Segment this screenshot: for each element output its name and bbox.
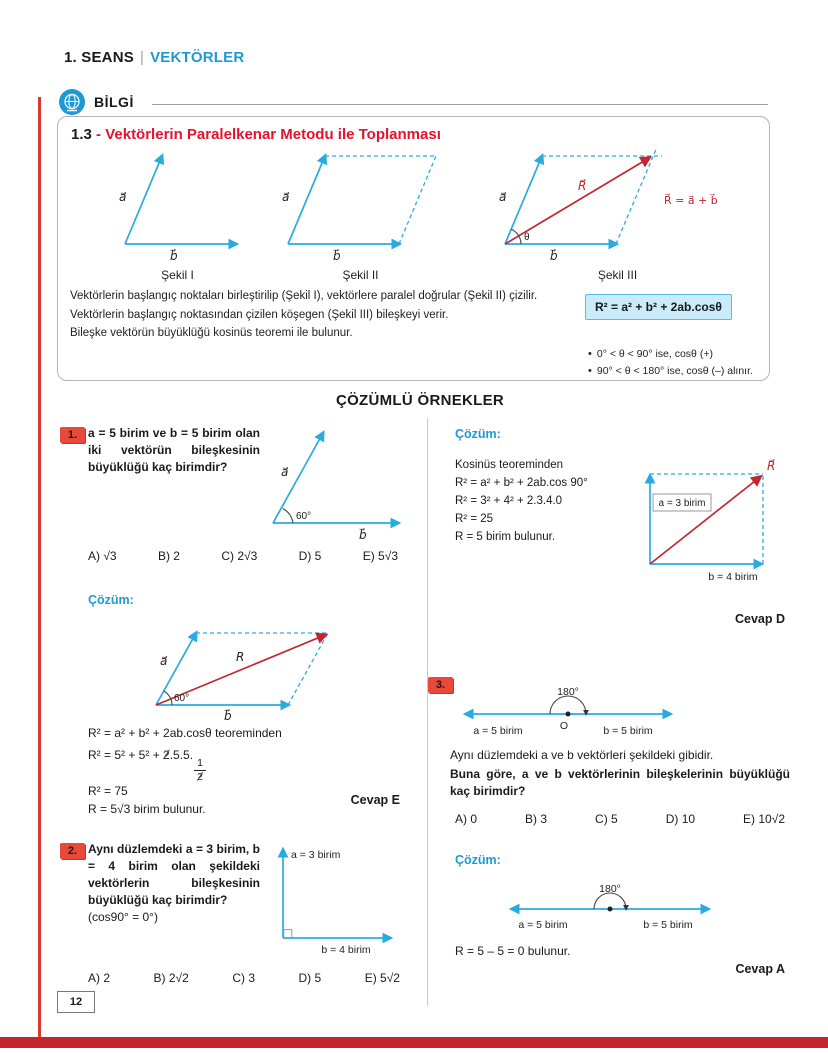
figure-sekil-2 bbox=[273, 144, 448, 282]
question-3-options bbox=[455, 812, 785, 826]
question-2-canvas bbox=[258, 836, 398, 958]
cosine-formula-box: R² = a² + b² + 2ab.cosθ bbox=[585, 294, 732, 320]
question-3-figure bbox=[450, 684, 685, 742]
vector-a-annotation: a = 5 birim bbox=[518, 919, 568, 931]
solution-line: R² = a² + b² + 2ab.cosθ teoreminden bbox=[88, 726, 282, 740]
column-divider bbox=[427, 418, 428, 1006]
answer-2: Cevap D bbox=[734, 612, 785, 626]
vector-a-label: a⃗ bbox=[499, 190, 507, 204]
resultant-label: R⃗ bbox=[578, 179, 587, 193]
figure-caption: Şekil III bbox=[597, 268, 638, 282]
sekil-1-canvas bbox=[110, 144, 245, 266]
angle-arc bbox=[283, 509, 293, 524]
question-2-number: 2. bbox=[60, 843, 85, 859]
paragraph-line: Bileşke vektörün büyüklüğü kosinüs teoremi ile bulunur. bbox=[70, 327, 353, 339]
angle-label: 180° bbox=[599, 883, 621, 895]
figure-sekil-3 bbox=[490, 144, 745, 282]
solution-3-line: R = 5 – 5 = 0 bulunur. bbox=[455, 944, 571, 958]
option-b: B) 2√2 bbox=[153, 971, 189, 985]
vector-b-annotation: b = 5 birim bbox=[603, 725, 653, 737]
resultant-equation: R⃗ = a⃗ + b⃗ bbox=[664, 194, 718, 207]
solution-3-canvas bbox=[498, 882, 723, 934]
section-number: 1.3 bbox=[71, 126, 92, 143]
solution-line: R² = 3² + 4² + 2.3.4.0 bbox=[455, 495, 563, 507]
vector-a-arrow bbox=[125, 156, 162, 244]
question-2-note: (cos90° = 0°) bbox=[88, 910, 158, 924]
option-a: A) 2 bbox=[88, 971, 111, 985]
vector-b-annotation: b = 4 birim bbox=[321, 944, 371, 956]
answer-1: Cevap E bbox=[350, 793, 400, 807]
section-title bbox=[71, 126, 441, 143]
option-a: A) 0 bbox=[455, 812, 478, 826]
vector-b-annotation: b = 4 birim bbox=[708, 571, 758, 583]
vector-a-annotation: a = 3 birim bbox=[291, 849, 341, 861]
vector-a-annotation: a = 5 birim bbox=[473, 725, 523, 737]
solution-2-figure bbox=[615, 452, 795, 592]
option-c: C) 5 bbox=[595, 812, 618, 826]
vector-a-label: a⃗ bbox=[160, 654, 168, 668]
vector-a-arrow bbox=[288, 156, 325, 244]
option-a: A) √3 bbox=[88, 549, 117, 563]
solution-line: R² = 75 bbox=[88, 784, 128, 798]
vector-a-label: a⃗ bbox=[119, 190, 127, 204]
solution-line: Kosinüs teoreminden bbox=[455, 459, 564, 471]
bilgi-box bbox=[57, 116, 770, 381]
bilgi-label: BİLGİ bbox=[94, 94, 134, 110]
sekil-3-canvas bbox=[490, 144, 745, 266]
page-number bbox=[57, 991, 95, 1013]
origin-dot bbox=[608, 907, 613, 912]
section-title-text: Vektörlerin Paralelkenar Metodu ile Toplanması bbox=[105, 126, 441, 143]
session-label: 1. SEANS bbox=[64, 49, 134, 66]
bottom-red-bar bbox=[0, 1037, 828, 1048]
question-1-number: 1. bbox=[60, 427, 85, 443]
vector-a-label: a⃗ bbox=[282, 190, 290, 204]
solution-line: R² = a² + b² + 2ab.cos 90° bbox=[455, 477, 588, 489]
right-angle-marker bbox=[284, 930, 292, 938]
vector-b-label: b⃗ bbox=[170, 249, 178, 263]
vector-b-label: b⃗ bbox=[224, 709, 232, 723]
question-2-figure bbox=[258, 836, 398, 958]
bullet-item: • 0° < θ < 90° ise, cosθ (+) bbox=[588, 346, 778, 363]
solution-line: R² = 25 bbox=[455, 513, 494, 525]
answer-3: Cevap A bbox=[735, 962, 785, 976]
angle-label: 60° bbox=[296, 511, 312, 522]
solution-3-figure bbox=[498, 882, 723, 934]
angle-label: 60° bbox=[174, 693, 190, 704]
page-number-text: 12 bbox=[69, 996, 83, 1008]
construction-dash-right bbox=[399, 156, 436, 244]
figure-sekil-1 bbox=[110, 144, 245, 282]
bilgi-globe-icon bbox=[58, 88, 86, 116]
question-1-figure bbox=[255, 418, 405, 544]
page-header bbox=[64, 49, 244, 66]
angle-label: 180° bbox=[557, 686, 579, 698]
solution-1-label: Çözüm: bbox=[88, 593, 134, 607]
solution-1-figure bbox=[138, 607, 353, 725]
option-d: D) 10 bbox=[665, 812, 696, 826]
bilgi-paragraph bbox=[70, 287, 582, 343]
resultant-arrow bbox=[650, 477, 760, 564]
question-3-canvas bbox=[450, 684, 685, 742]
solution-line: R = 5√3 birim bulunur. bbox=[88, 802, 206, 816]
fraction-denominator-cancelled: 2 bbox=[197, 770, 203, 783]
question-2-text bbox=[88, 841, 260, 926]
option-c: C) 2√3 bbox=[221, 549, 258, 563]
vector-b-annotation: b = 5 birim bbox=[643, 919, 693, 931]
figure-caption: Şekil II bbox=[342, 268, 379, 282]
topic-label: VEKTÖRLER bbox=[150, 49, 245, 66]
header-separator: | bbox=[139, 49, 145, 66]
option-d: D) 5 bbox=[298, 971, 322, 985]
construction-dash-right bbox=[616, 147, 657, 244]
vector-b-label: b⃗ bbox=[359, 528, 367, 542]
resultant-label: R⃗ bbox=[767, 459, 776, 473]
question-1-text: a = 5 birim ve b = 5 birim olan iki vektörün bileşkesinin büyüklüğü kaç birimdir? bbox=[88, 426, 260, 474]
question-3-text: Buna göre, a ve b vektörlerinin bileşkelerinin büyüklüğü kaç birimdir? bbox=[450, 767, 790, 798]
figure-caption: Şekil I bbox=[161, 268, 194, 282]
option-e: E) 10√2 bbox=[743, 812, 785, 826]
vector-a-label: a⃗ bbox=[281, 465, 289, 479]
bilgi-header-rule bbox=[152, 104, 768, 105]
fraction-numerator: 1 bbox=[194, 758, 206, 771]
math-text: .5.5. bbox=[169, 748, 194, 762]
question-2-statement: Aynı düzlemdeki a = 3 birim, b = 4 birim olan şekildeki vektörlerin bileşkesinin büyüklüğü kaç birimdir? bbox=[88, 842, 260, 907]
cos-sign-notes bbox=[588, 346, 778, 380]
construction-dash-right bbox=[288, 633, 328, 705]
vector-a-annotation: a = 3 birim bbox=[658, 498, 706, 509]
question-2-options bbox=[88, 971, 400, 985]
origin-label: O bbox=[559, 720, 569, 732]
question-1-options bbox=[88, 549, 398, 563]
vector-a-arrow bbox=[505, 156, 542, 244]
theta-label: θ bbox=[524, 232, 530, 243]
paragraph-line: Vektörlerin başlangıç noktaları birleştirilip (Şekil I), vektörlere paralel doğrular (Şekil II) çizilir. bbox=[70, 290, 538, 302]
paragraph-line: Vektörlerin başlangıç noktasından çizilen köşegen (Şekil III) bileşkeyi verir. bbox=[70, 308, 449, 321]
option-e: E) 5√2 bbox=[364, 971, 400, 985]
solution-2-label: Çözüm: bbox=[455, 427, 501, 441]
resultant-label: R bbox=[236, 650, 245, 664]
solution-line: R = 5 birim bulunur. bbox=[455, 531, 556, 543]
question-1-canvas bbox=[255, 418, 405, 544]
origin-dot bbox=[566, 712, 571, 717]
question-3-intro: Aynı düzlemdeki a ve b vektörleri şekildeki gibidir. bbox=[450, 748, 714, 762]
option-e: E) 5√3 bbox=[362, 549, 398, 563]
section-title-separator: - bbox=[96, 126, 102, 143]
solution-2-canvas bbox=[615, 452, 795, 592]
examples-heading: ÇÖZÜMLÜ ÖRNEKLER bbox=[335, 392, 505, 409]
solution-line bbox=[88, 742, 368, 782]
solution-3-label: Çözüm: bbox=[455, 853, 501, 867]
vector-b-label: b⃗ bbox=[550, 249, 558, 263]
question-3-number: 3. bbox=[428, 677, 453, 693]
cancelled-factor: 2 bbox=[163, 742, 170, 768]
left-red-stripe bbox=[38, 97, 41, 1037]
sekil-2-canvas bbox=[273, 144, 448, 266]
angle-arc bbox=[164, 691, 172, 705]
math-text: R² = 5² + 5² + bbox=[88, 748, 164, 762]
option-d: D) 5 bbox=[298, 549, 322, 563]
solution-1-canvas bbox=[138, 607, 353, 725]
option-c: C) 3 bbox=[232, 971, 255, 985]
fraction bbox=[194, 758, 206, 782]
vector-b-label: b⃗ bbox=[333, 249, 341, 263]
solution-2-lines bbox=[455, 456, 625, 546]
bullet-item: • 90° < θ < 180° ise, cosθ (–) alınır. bbox=[588, 363, 778, 380]
option-b: B) 3 bbox=[525, 812, 548, 826]
rotation-arc bbox=[550, 696, 586, 714]
option-b: B) 2 bbox=[157, 549, 180, 563]
